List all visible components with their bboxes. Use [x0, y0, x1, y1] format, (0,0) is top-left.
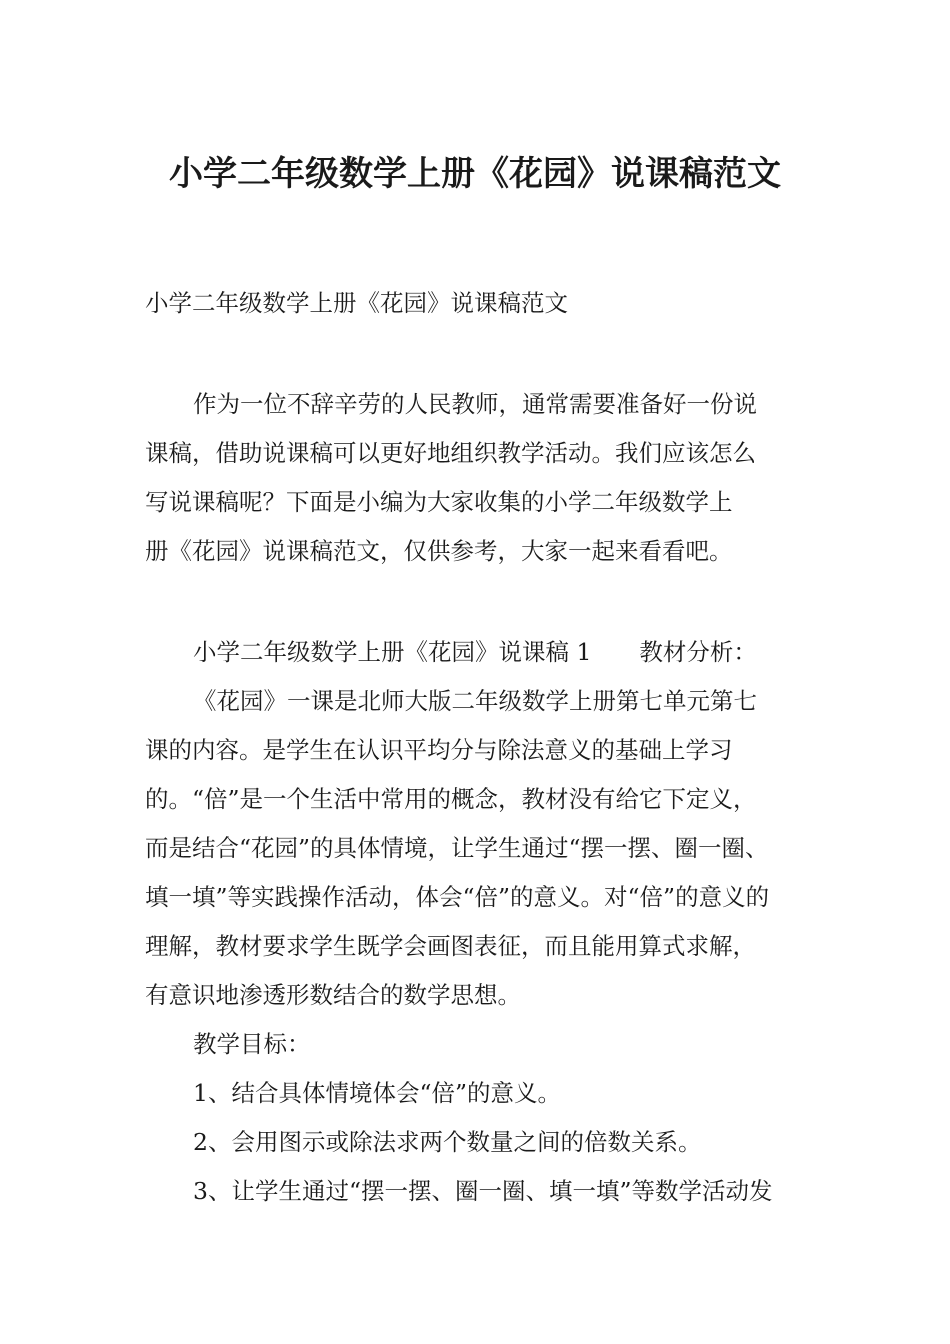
analysis-line: 课的内容。是学生在认识平均分与除法意义的基础上学习 — [145, 736, 733, 764]
analysis-line: 理解，教材要求学生既学会画图表征，而且能用算式求解， — [145, 932, 756, 960]
intro-line: 作为一位不辞辛劳的人民教师，通常需要准备好一份说 — [193, 390, 757, 418]
goal-item: 3、让学生通过“摆一摆、圈一圈、填一填”等数学活动发 — [193, 1177, 773, 1205]
goals-label: 教学目标： — [193, 1030, 311, 1058]
goal-item: 1、结合具体情境体会“倍”的意义。 — [193, 1079, 561, 1107]
analysis-line: 填一填”等实践操作活动，体会“倍”的意义。对“倍”的意义的 — [145, 883, 770, 911]
goal-item: 2、会用图示或除法求两个数量之间的倍数关系。 — [193, 1128, 702, 1156]
analysis-line: 《花园》一课是北师大版二年级数学上册第七单元第七 — [193, 687, 757, 715]
analysis-line: 的。“倍”是一个生活中常用的概念，教材没有给它下定义， — [145, 785, 757, 813]
intro-line: 课稿，借助说课稿可以更好地组织教学活动。我们应该怎么 — [145, 439, 756, 467]
analysis-line: 有意识地渗透形数结合的数学思想。 — [145, 981, 521, 1009]
section-heading: 小学二年级数学上册《花园》说课稿 1 — [193, 638, 592, 666]
intro-line: 册《花园》说课稿范文，仅供参考，大家一起来看看吧。 — [145, 537, 733, 565]
intro-paragraph — [145, 388, 810, 584]
section-body — [145, 636, 810, 1224]
section-heading-row — [145, 636, 810, 685]
document-title: 小学二年级数学上册《花园》说课稿范文 — [169, 154, 781, 194]
analysis-label: 教材分析： — [639, 638, 757, 666]
analysis-line: 而是结合“花园”的具体情境，让学生通过“摆一摆、圈一圈、 — [145, 834, 769, 862]
intro-line: 写说课稿呢？下面是小编为大家收集的小学二年级数学上 — [145, 488, 733, 516]
document-subtitle: 小学二年级数学上册《花园》说课稿范文 — [145, 289, 568, 317]
